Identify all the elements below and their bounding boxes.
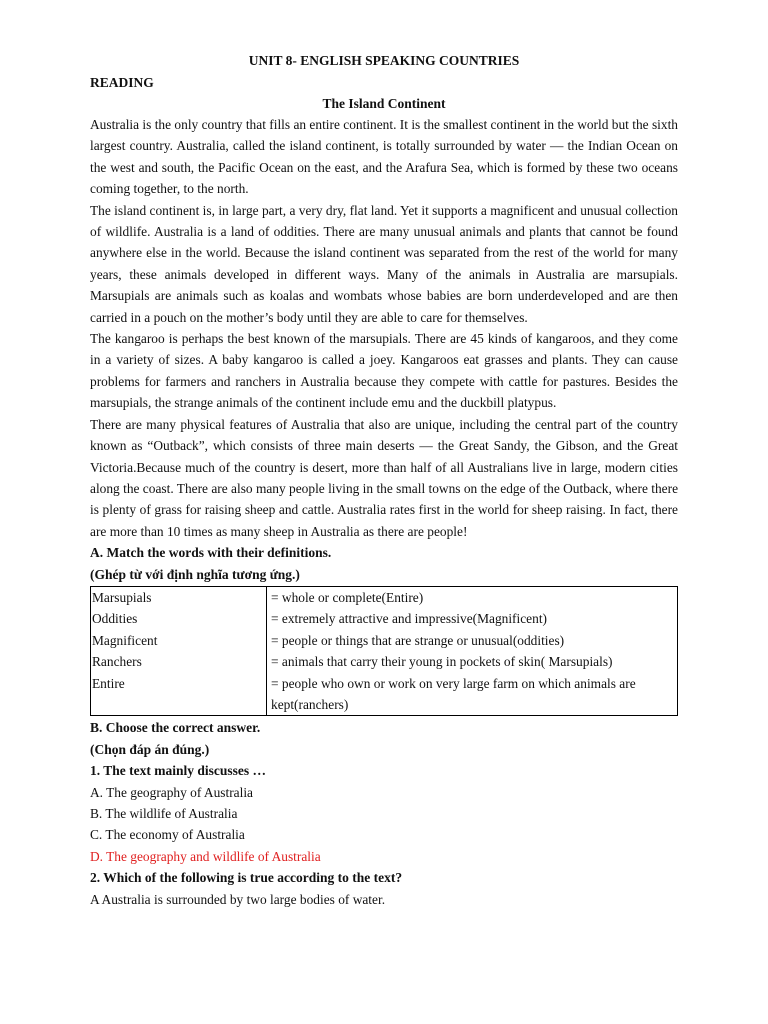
question-2: 2. Which of the following is true according to the text?	[90, 870, 403, 886]
match-definition: = whole or complete(Entire)	[271, 589, 424, 605]
answer-option: A Australia is surrounded by two large bodies of water.	[90, 891, 386, 907]
match-word: Ranchers	[92, 654, 142, 670]
match-word: Entire	[92, 675, 125, 691]
match-word: Oddities	[92, 611, 138, 627]
words-column	[91, 586, 267, 715]
answer-option: A. The geography of Australia	[90, 784, 254, 800]
document-page	[90, 50, 678, 910]
match-definition: = people or things that are strange or unusual(oddities)	[271, 632, 565, 648]
exercise-a-heading-vi: (Ghép từ với định nghĩa tương ứng.)	[90, 566, 300, 582]
passage-title: The Island Continent	[322, 96, 446, 111]
passage-paragraph: The kangaroo is perhaps the best known of the marsupials. There are 45 kinds of kangaroos, and they come in a variety of sizes. A baby kangaroo is called a joey. Kangaroos eat grasses and plants. They can cause problems for farmers and ranchers in Australia because they compete with cattle for pastures. Besides the marsupials, the strange animals of the continent include emu and the duckbill platypus.	[90, 331, 678, 411]
definitions-column	[267, 586, 678, 715]
match-definition: = people who own or work on very large farm on which animals are kept(ranchers)	[271, 675, 636, 712]
passage-paragraph: There are many physical features of Australia that also are unique, including the central part of the country known as “Outback”, which consists of three main deserts — the Great Sandy, the Gibson, and the Great Victoria.Because much of the country is desert, more than half of all Australians live in large, modern cities along the coast. There are also many people living in the small towns on the edge of the Outback, where there is plenty of grass for raising sheep and cattle. Australia rates first in the world for sheep raising. In fact, there are more than 10 times as many sheep in Australia as there are people!	[90, 416, 679, 539]
match-word: Marsupials	[92, 589, 152, 605]
answer-option: B. The wildlife of Australia	[90, 806, 238, 821]
unit-title: UNIT 8- ENGLISH SPEAKING COUNTRIES	[248, 53, 520, 68]
matching-table	[90, 586, 678, 716]
match-definition: = animals that carry their young in pockets of skin( Marsupials)	[271, 654, 613, 670]
answer-option: C. The economy of Australia	[90, 827, 245, 843]
passage-paragraph: Australia is the only country that fills an entire continent. It is the smallest continent in the world but the sixth largest country. Australia, called the island continent, is totally surrounded by water — the Indian Ocean on the west and south, the Pacific Ocean on the east, and the Arafura Sea, which is formed by these two oceans coming together, to the north.	[90, 117, 678, 197]
correct-answer-option: D. The geography and wildlife of Australia	[90, 848, 321, 864]
passage-paragraph: The island continent is, in large part, a very dry, flat land. Yet it supports a magnificent and unusual collection of wildlife. Australia is a land of oddities. There are many unusual animals and plants that cannot be found anywhere else in the world. Because the island continent was separated from the rest of the world for many years, these animals developed in different ways. Many of the animals in Australia are marsupials. Marsupials are animals such as koalas and wombats whose babies are born underdeveloped and are then carried in a pouch on the mother’s body until they are able to care for themselves.	[90, 202, 678, 325]
section-heading: READING	[90, 75, 154, 90]
exercise-a-heading: A. Match the words with their definitions.	[90, 545, 332, 561]
match-word: Magnificent	[92, 632, 158, 648]
question-1: 1. The text mainly discusses …	[90, 763, 267, 779]
match-definition: = extremely attractive and impressive(Magnificent)	[271, 611, 547, 627]
exercise-b-heading: B. Choose the correct answer.	[90, 720, 261, 736]
exercise-b-heading-vi: (Chọn đáp án đúng.)	[90, 741, 210, 757]
